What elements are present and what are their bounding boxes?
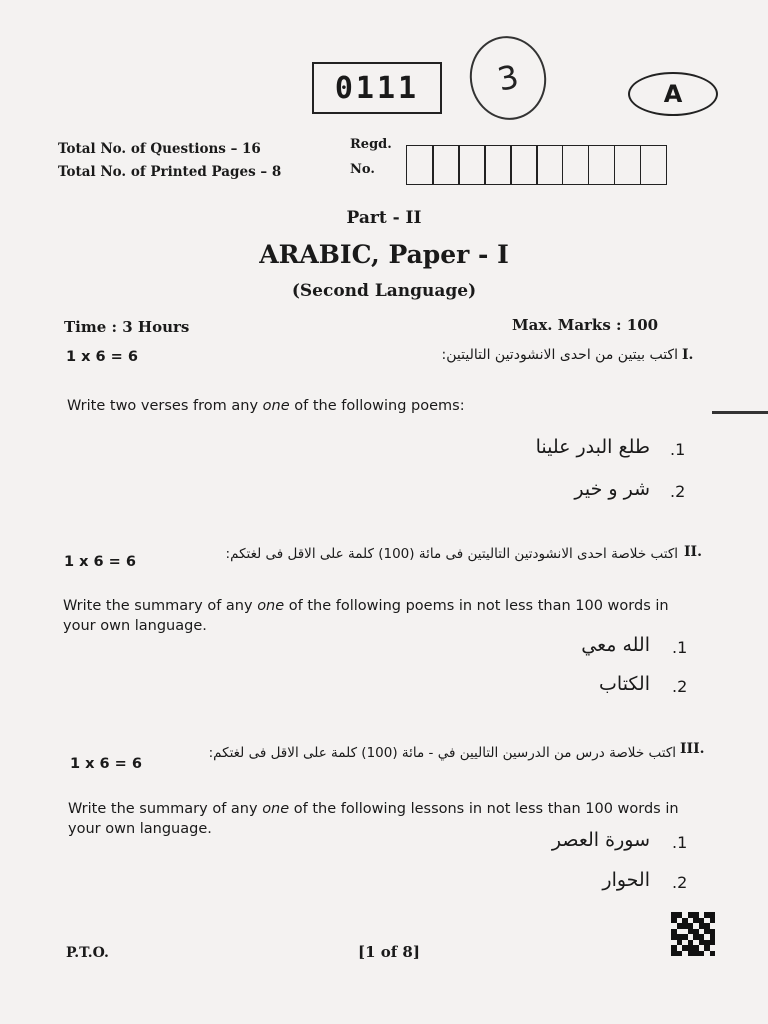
regd-digit-box bbox=[432, 145, 460, 185]
question-marks: 1 x 6 = 6 bbox=[70, 756, 142, 772]
regd-digit-box bbox=[588, 145, 616, 185]
question-number: II. bbox=[684, 544, 702, 560]
regd-label: Regd. bbox=[350, 137, 392, 152]
question-arabic-instruction: اكتب خلاصة احدى الانشودتين التاليتين فى مائة (100) كلمة على الاقل فى لغتكم: bbox=[225, 546, 678, 562]
regd-digit-box bbox=[536, 145, 564, 185]
regd-digit-box bbox=[614, 145, 642, 185]
part-title: Part - II bbox=[346, 208, 422, 228]
regd-digit-box bbox=[510, 145, 538, 185]
regd-digit-box bbox=[562, 145, 590, 185]
option-arabic: شر و خير bbox=[574, 478, 650, 500]
margin-mark bbox=[712, 411, 768, 414]
question-english-instruction: Write the summary of any one of the following poems in not less than 100 words in your own language. bbox=[63, 598, 669, 634]
question-marks: 1 x 6 = 6 bbox=[64, 554, 136, 570]
option-number: .2 bbox=[670, 482, 686, 501]
question-english-instruction: Write two verses from any one of the following poems: bbox=[67, 398, 465, 414]
max-marks: Max. Marks : 100 bbox=[512, 316, 659, 334]
registration-number-boxes bbox=[408, 145, 667, 185]
option-arabic: سورة العصر bbox=[551, 829, 650, 851]
option-arabic: طلع البدر علينا bbox=[535, 436, 650, 458]
paper-code: 0111 bbox=[312, 62, 442, 114]
regd-digit-box bbox=[406, 145, 434, 185]
option-number: .2 bbox=[672, 873, 688, 892]
question-english-instruction: Write the summary of any one of the following lessons in not less than 100 words in your own language. bbox=[68, 801, 679, 837]
time-allowed: Time : 3 Hours bbox=[64, 318, 190, 336]
total-pages: Total No. of Printed Pages – 8 bbox=[58, 164, 282, 180]
question-arabic-instruction: اكتب خلاصة درس من الدرسين التاليين في - مائة (100) كلمة على الاقل فى لغتكم: bbox=[208, 745, 676, 761]
subject-title: ARABIC, Paper - I bbox=[259, 240, 509, 269]
barcode-icon bbox=[671, 912, 715, 956]
option-number: .1 bbox=[672, 638, 688, 657]
page-number: [1 of 8] bbox=[358, 943, 420, 961]
option-arabic: الله معي bbox=[581, 634, 650, 656]
option-number: .1 bbox=[670, 440, 686, 459]
question-number: III. bbox=[680, 741, 705, 757]
handwritten-number: 3 bbox=[462, 29, 554, 127]
question-number: I. bbox=[682, 347, 694, 363]
regd-no-label: No. bbox=[350, 162, 375, 177]
question-marks: 1 x 6 = 6 bbox=[66, 349, 138, 365]
option-number: .2 bbox=[672, 677, 688, 696]
regd-digit-box bbox=[484, 145, 512, 185]
option-arabic: الكتاب bbox=[599, 673, 650, 695]
version-badge: A bbox=[628, 72, 718, 116]
question-arabic-instruction: اكتب بيتين من احدى الانشودتين التاليتين: bbox=[441, 347, 678, 363]
pto-label: P.T.O. bbox=[66, 945, 109, 961]
regd-digit-box bbox=[458, 145, 486, 185]
total-questions: Total No. of Questions – 16 bbox=[58, 141, 261, 157]
option-arabic: الحوار bbox=[602, 869, 650, 891]
language-title: (Second Language) bbox=[291, 281, 477, 301]
regd-digit-box bbox=[640, 145, 668, 185]
option-number: .1 bbox=[672, 833, 688, 852]
